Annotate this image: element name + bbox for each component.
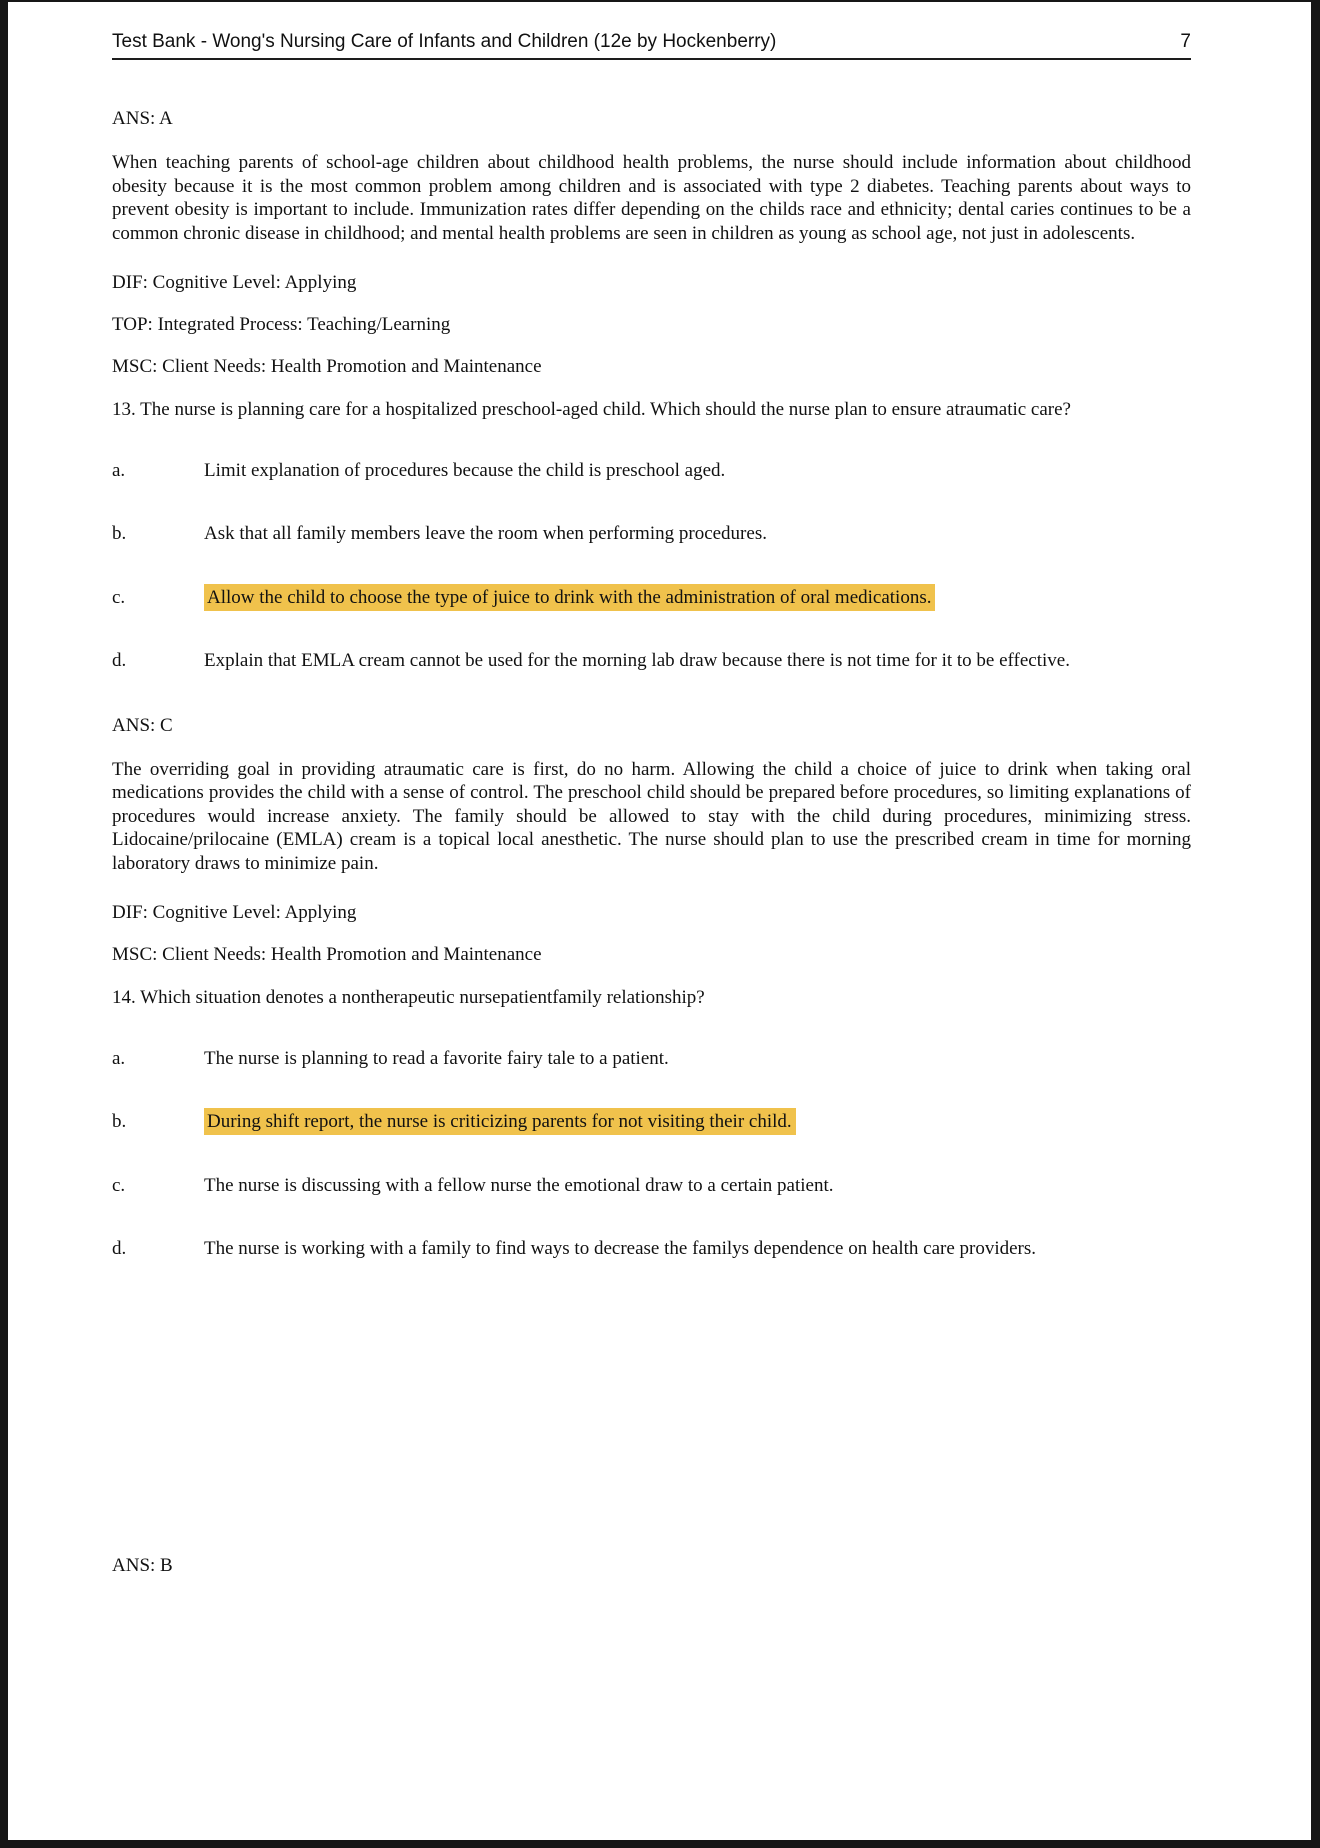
option-letter: d. <box>112 1238 127 1259</box>
dif-line-q13: DIF: Cognitive Level: Applying <box>112 902 357 923</box>
option-text <box>204 459 1191 483</box>
option-letter: b. <box>112 1111 127 1132</box>
question-13-option-a <box>112 459 1191 483</box>
option-text-inner: Explain that EMLA cream cannot be used for the morning lab draw because there is not time for it to be effective. <box>204 650 1070 671</box>
question-14-option-b <box>112 1110 1191 1134</box>
answer-label-q12: ANS: A <box>112 108 173 129</box>
question-13-option-c <box>112 586 1191 610</box>
option-text-highlighted: During shift report, the nurse is criticizing parents for not visiting their child. <box>204 1108 796 1135</box>
question-14-option-c <box>112 1174 1191 1198</box>
question-14-option-d <box>112 1237 1191 1261</box>
top-line-q12: TOP: Integrated Process: Teaching/Learning <box>112 314 451 335</box>
msc-line-q13: MSC: Client Needs: Health Promotion and Maintenance <box>112 944 542 965</box>
option-text <box>204 1110 1191 1134</box>
page-header <box>112 2 1191 60</box>
option-letter: c. <box>112 586 126 608</box>
option-text-highlighted: Allow the child to choose the type of juice to drink with the administration of oral medications. <box>204 584 935 611</box>
document-page <box>8 2 1311 1840</box>
option-text <box>204 1047 1191 1071</box>
dif-line-q12: DIF: Cognitive Level: Applying <box>112 272 357 293</box>
question-13-option-b <box>112 522 1191 546</box>
option-text-inner: The nurse is discussing with a fellow nurse the emotional draw to a certain patient. <box>204 1174 834 1196</box>
option-text <box>204 1174 1191 1198</box>
option-text-inner: Ask that all family members leave the room when performing procedures. <box>204 523 767 544</box>
header-title: Test Bank - Wong's Nursing Care of Infants and Children (12e by Hockenberry) <box>112 31 777 52</box>
option-text <box>204 1237 1191 1261</box>
msc-line-q12: MSC: Client Needs: Health Promotion and Maintenance <box>112 356 542 377</box>
answer-label-q13: ANS: C <box>112 714 173 736</box>
option-letter: a. <box>112 1047 126 1069</box>
option-text <box>204 522 1191 546</box>
option-letter: a. <box>112 459 126 481</box>
question-13-stem: 13. The nurse is planning care for a hospitalized preschool-aged child. Which should the nurse plan to ensure atraumatic care? <box>112 399 1071 420</box>
question-13-option-d <box>112 649 1191 673</box>
page-content <box>8 2 1311 1577</box>
question-14-option-a <box>112 1047 1191 1071</box>
option-text-inner: The nurse is planning to read a favorite fairy tale to a patient. <box>204 1047 669 1069</box>
option-letter: d. <box>112 650 127 671</box>
rationale-q12: When teaching parents of school-age children about childhood health problems, the nurse should include information about childhood obesity because it is the most common problem among children and is associated with type 2 diabetes. Teaching parents about ways to prevent obesity is important to include. Immunization rates differ depending on the childs race and ethnicity; dental caries continues to be a common chronic disease in childhood; and mental health problems are seen in children as young as school age, not just in adolescents. <box>112 152 1191 244</box>
option-text-inner: The nurse is working with a family to find ways to decrease the familys dependence on health care providers. <box>204 1238 1037 1259</box>
option-letter: b. <box>112 523 127 544</box>
option-text-inner: Limit explanation of procedures because the child is preschool aged. <box>204 459 726 481</box>
answer-label-q14: ANS: B <box>112 1554 173 1576</box>
option-text <box>204 649 1191 673</box>
page-number: 7 <box>1180 31 1191 52</box>
option-text <box>204 586 1191 610</box>
question-14-stem: 14. Which situation denotes a nontherapeutic nursepatientfamily relationship? <box>112 987 705 1008</box>
rationale-q13: The overriding goal in providing atraumatic care is first, do no harm. Allowing the child a choice of juice to drink when taking oral medications provides the child with a sense of control. The preschool child should be prepared before procedures, so limiting explanations of procedures would increase anxiety. The family should be allowed to stay with the child during procedures, minimizing stress. Lidocaine/prilocaine (EMLA) cream is a topical local anesthetic. The nurse should plan to use the prescribed cream in time for morning laboratory draws to minimize pain. <box>112 758 1191 874</box>
option-letter: c. <box>112 1174 126 1196</box>
